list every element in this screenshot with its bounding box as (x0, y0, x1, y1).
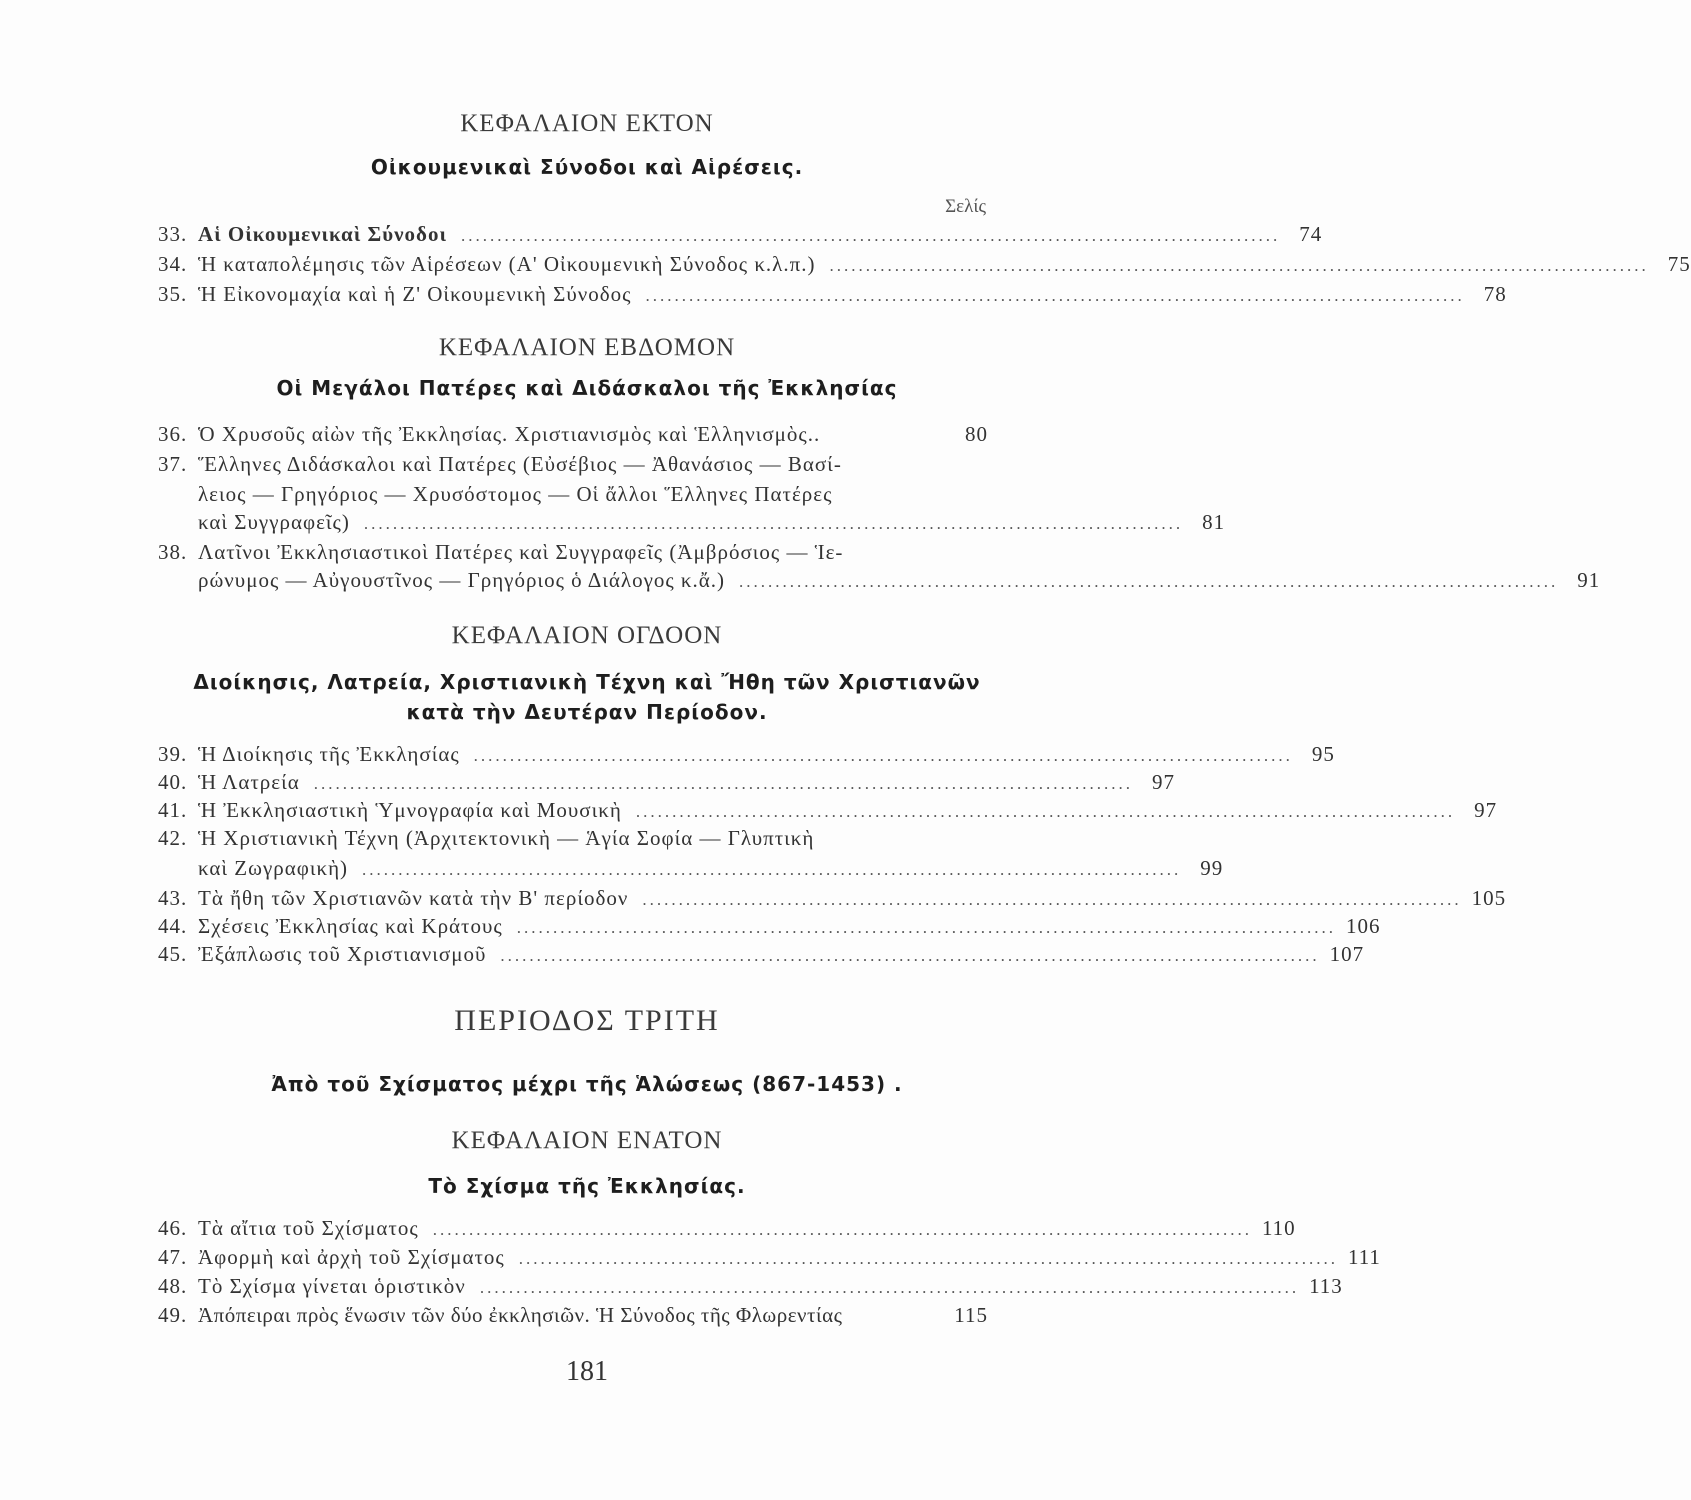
entry-42-line2 (198, 856, 1224, 886)
toc-entry-40[interactable] (158, 770, 1176, 800)
entry-title: Σχέσεις Ἐκκλησίας καὶ Κράτους (198, 914, 503, 938)
entry-number: 47. (158, 1245, 188, 1269)
entry-number: 43. (158, 886, 188, 910)
chapter-subtitle-7: Οἱ Μεγάλοι Πατέρες καὶ Διδάσκαλοι τῆς Ἐκκλησίας (276, 376, 898, 400)
entry-page: 115 (954, 1303, 988, 1327)
toc-entry-46[interactable] (158, 1216, 1296, 1246)
toc-entry-44[interactable] (158, 914, 1381, 944)
toc-entry-37[interactable] (158, 452, 988, 482)
entry-title: Τὸ Σχίσμα γίνεται ὁριστικὸν (198, 1274, 466, 1298)
entry-37-line2: λειος — Γρηγόριος — Χρυσόστομος — Οἱ ἄλλοι Ἕλληνες Πατέρες (198, 482, 833, 506)
entry-title: Ἡ Λατρεία (198, 770, 300, 794)
entry-number: 38. (158, 540, 188, 564)
toc-entry-48[interactable] (158, 1274, 1343, 1304)
toc-entry-39[interactable] (158, 742, 1335, 772)
entry-title: Ἀπόπειραι πρὸς ἕνωσιν τῶν δύο ἐκκλησιῶν. Ἡ Σύνοδος τῆς Φλωρεντίας (198, 1303, 843, 1327)
leader-dots: ................................................................................................................. (635, 802, 1456, 821)
entry-page: 74 (1299, 222, 1323, 246)
leader-dots: ................................................................................................................. (516, 918, 1336, 937)
entry-page: 95 (1311, 742, 1335, 766)
entry-38-line2 (198, 568, 1601, 598)
entry-number: 49. (158, 1303, 188, 1327)
chapter-heading-8: ΚΕΦΑΛΑΙΟΝ ΟΓΔΟΟΝ (451, 622, 723, 649)
toc-entry-36[interactable] (158, 422, 988, 452)
toc-entry-33[interactable] (158, 222, 1323, 252)
leader-dots: ................................................................................................................. (642, 890, 1462, 909)
leader-dots: ................................................................................................................. (432, 1220, 1252, 1239)
entry-title: Ἡ Εἰκονομαχία καὶ ἡ Ζ' Οἰκουμενικὴ Σύνοδος (198, 282, 632, 306)
entry-number: 37. (158, 452, 188, 476)
leader-dots: ................................................................................................................. (739, 572, 1559, 591)
entry-number: 41. (158, 798, 188, 822)
period-heading: ΠΕΡΙΟΔΟΣ ΤΡΙΤΗ (454, 1004, 720, 1037)
entry-title: Ἡ καταπολέμησις τῶν Αἱρέσεων (Α' Οἰκουμενικὴ Σύνοδος κ.λ.π.) (198, 252, 816, 276)
entry-number: 33. (158, 222, 188, 246)
toc-entry-49[interactable] (158, 1303, 988, 1333)
entry-number: 40. (158, 770, 188, 794)
entry-number: 48. (158, 1274, 188, 1298)
period-subtitle: Ἀπὸ τοῦ Σχίσματος μέχρι τῆς Ἁλώσεως (867-1453) . (271, 1072, 903, 1096)
toc-entry-47[interactable] (158, 1245, 1381, 1275)
leader-dots: ................................................................................................................. (460, 226, 1281, 245)
entry-page: 105 (1471, 886, 1507, 910)
entry-title-line2: ρώνυμος — Αὐγουστῖνος — Γρηγόριος ὁ Διάλογος κ.ἄ.) (198, 568, 726, 592)
chapter-subtitle-8-line1: Διοίκησις, Λατρεία, Χριστιανικὴ Τέχνη καὶ Ἤθη τῶν Χριστιανῶν (193, 670, 981, 694)
leader-dots: ................................................................................................................. (829, 256, 1649, 275)
chapter-heading-6: ΚΕΦΑΛΑΙΟΝ ΕΚΤΟΝ (460, 110, 714, 137)
chapter-subtitle-6: Οἰκουμενικαὶ Σύνοδοι καὶ Αἱρέσεις. (370, 155, 804, 179)
entry-page: 107 (1329, 942, 1365, 966)
entry-number: 46. (158, 1216, 188, 1240)
toc-entry-41[interactable] (158, 798, 1498, 828)
entry-page: 97 (1152, 770, 1176, 794)
entry-page: 91 (1577, 568, 1601, 592)
leader-dots: ................................................................................................................. (500, 946, 1320, 965)
entry-page: 97 (1474, 798, 1498, 822)
entry-page: 75 (1667, 252, 1691, 276)
entry-title: Τὰ ἤθη τῶν Χριστιανῶν κατὰ τὴν Β' περίοδον (198, 886, 629, 910)
toc-entry-34[interactable] (158, 252, 1691, 282)
entry-title-line1: Ἡ Χριστιανικὴ Τέχνη (Ἀρχιτεκτονικὴ — Ἁγία Σοφία — Γλυπτικὴ (198, 826, 815, 850)
entry-title-line3: καὶ Συγγραφεῖς) (198, 510, 350, 534)
entry-number: 35. (158, 282, 188, 306)
toc-entry-38[interactable] (158, 540, 988, 570)
entry-page: 81 (1202, 510, 1226, 534)
chapter-subtitle-9: Τὸ Σχίσμα τῆς Ἐκκλησίας. (428, 1174, 746, 1198)
leader-dots: ................................................................................................................. (518, 1249, 1338, 1268)
entry-title-line1: Λατῖνοι Ἐκκλησιαστικοὶ Πατέρες καὶ Συγγραφεῖς (Ἀμβρόσιος — Ἱε- (198, 540, 844, 564)
toc-entry-35[interactable] (158, 282, 1507, 312)
leader-dots: ................................................................................................................. (645, 286, 1465, 305)
chapter-subtitle-8-line2: κατὰ τὴν Δευτέραν Περίοδον. (406, 700, 768, 724)
entry-number: 36. (158, 422, 188, 446)
leader-dots: ................................................................................................................. (363, 514, 1184, 533)
entry-page: 99 (1200, 856, 1224, 880)
entry-page: 113 (1309, 1274, 1343, 1298)
page-number: 181 (566, 1356, 608, 1387)
entry-page: 110 (1261, 1216, 1296, 1240)
entry-title: Αἱ Οἰκουμενικαὶ Σύνοδοι (198, 222, 447, 246)
entry-page: 80 (965, 422, 988, 446)
toc-entry-42[interactable] (158, 826, 988, 856)
entry-number: 45. (158, 942, 188, 966)
chapter-heading-7: ΚΕΦΑΛΑΙΟΝ ΕΒΔΟΜΟΝ (438, 334, 736, 361)
leader-dots: ................................................................................................................. (473, 746, 1293, 765)
toc-entry-45[interactable] (158, 942, 1365, 972)
entry-number: 44. (158, 914, 188, 938)
leader-dots: ................................................................................................................. (479, 1278, 1300, 1297)
leader-dots: ................................................................................................................. (362, 860, 1182, 879)
entry-title: Ἀφορμὴ καὶ ἀρχὴ τοῦ Σχίσματος (198, 1245, 505, 1269)
entry-page: 111 (1347, 1245, 1381, 1269)
entry-page: 78 (1483, 282, 1507, 306)
entry-title: Τὰ αἴτια τοῦ Σχίσματος (198, 1216, 419, 1240)
chapter-heading-9: ΚΕΦΑΛΑΙΟΝ ΕΝΑΤΟΝ (451, 1127, 723, 1154)
entry-title-line1: Ἕλληνες Διδάσκαλοι καὶ Πατέρες (Εὐσέβιος — Ἀθανάσιος — Βασί- (198, 452, 842, 476)
page-column-header: Σελίς (945, 196, 986, 217)
entry-title: Ἡ Διοίκησις τῆς Ἐκκλησίας (198, 742, 460, 766)
entry-37-line3 (198, 510, 1226, 540)
entry-number: 39. (158, 742, 188, 766)
leader-dots: ................................................................................................................. (313, 774, 1134, 793)
entry-number: 42. (158, 826, 188, 850)
entry-title: Ἐξάπλωσις τοῦ Χριστιανισμοῦ (198, 942, 487, 966)
entry-page: 106 (1345, 914, 1381, 938)
entry-title: Ὁ Χρυσοῦς αἰὼν τῆς Ἐκκλησίας. Χριστιανισμὸς καὶ Ἑλληνισμὸς.. (198, 422, 821, 446)
entry-title-line2: καὶ Ζωγραφικὴ) (198, 856, 349, 880)
entry-title: Ἡ Ἐκκλησιαστικὴ Ὑμνογραφία καὶ Μουσικὴ (198, 798, 622, 822)
entry-number: 34. (158, 252, 188, 276)
toc-entry-43[interactable] (158, 886, 1507, 916)
